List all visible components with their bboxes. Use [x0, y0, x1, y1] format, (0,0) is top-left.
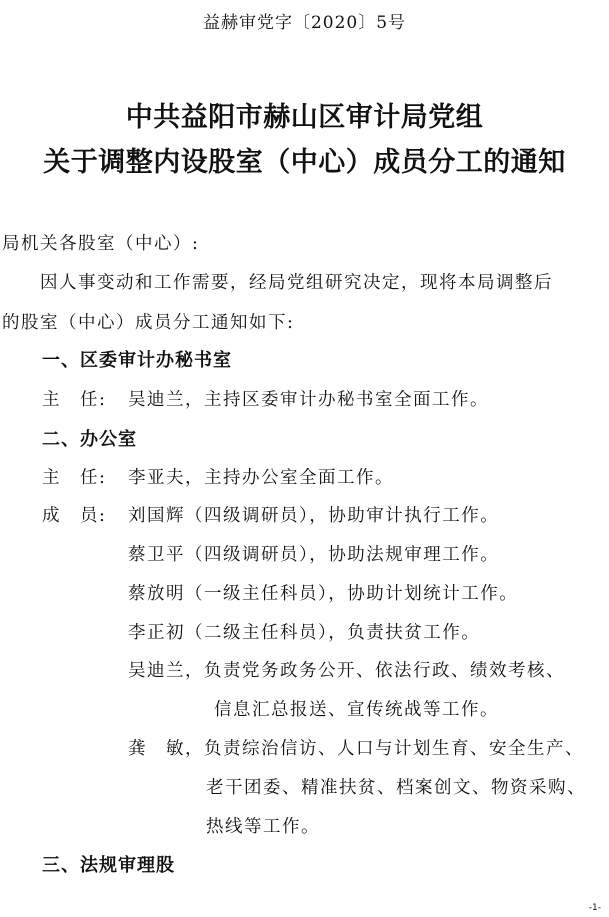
recipient-line: 局机关各股室（中心）: — [2, 234, 200, 254]
document-title-line-2: 关于调整内设股室（中心）成员分工的通知 — [43, 147, 566, 178]
section-heading-office: 二、办公室 — [42, 429, 137, 450]
role-label: 主 任: — [42, 390, 107, 410]
member-assignment-continued: 信息汇总报送、宣传统战等工作。 — [214, 700, 499, 720]
intro-paragraph-line-2: 的股室（中心）成员分工通知如下: — [2, 313, 295, 333]
member-assignment: 刘国辉（四级调研员），协助审计执行工作。 — [128, 506, 500, 526]
document-number: 益赫审党字〔2020〕5号 — [202, 13, 407, 33]
role-label: 成 员: — [42, 506, 107, 526]
member-assignment: 龚 敏，负责综治信访、人口与计划生育、安全生产、 — [128, 739, 584, 759]
page-number: -1- — [588, 903, 601, 913]
member-assignment: 蔡卫平（四级调研员），协助法规审理工作。 — [128, 545, 500, 565]
member-assignment: 吴迪兰，负责党务政务公开、依法行政、绩效考核、 — [128, 661, 565, 681]
document-title-line-1: 中共益阳市赫山区审计局党组 — [125, 102, 484, 133]
member-assignment: 李正初（二级主任科员），负责扶贫工作。 — [128, 623, 481, 643]
member-assignment: 蔡放明（一级主任科员），协助计划统计工作。 — [128, 584, 519, 604]
section-heading-legal-review: 三、法规审理股 — [42, 855, 175, 876]
intro-paragraph-line-1: 因人事变动和工作需要，经局党组研究决定，现将本局调整后 — [40, 273, 553, 293]
office-director-row — [42, 464, 394, 489]
office-members-row — [42, 502, 499, 527]
section-heading-secretariat: 一、区委审计办秘书室 — [42, 350, 232, 371]
director-assignment: 吴迪兰，主持区委审计办秘书室全面工作。 — [128, 390, 489, 410]
member-assignment-continued: 热线等工作。 — [206, 817, 320, 837]
member-assignment-continued: 老干团委、精准扶贫、档案创文、物资采购、 — [206, 778, 586, 798]
secretariat-director-row — [42, 386, 489, 411]
director-assignment: 李亚夫，主持办公室全面工作。 — [128, 468, 394, 488]
role-label: 主 任: — [42, 468, 107, 488]
